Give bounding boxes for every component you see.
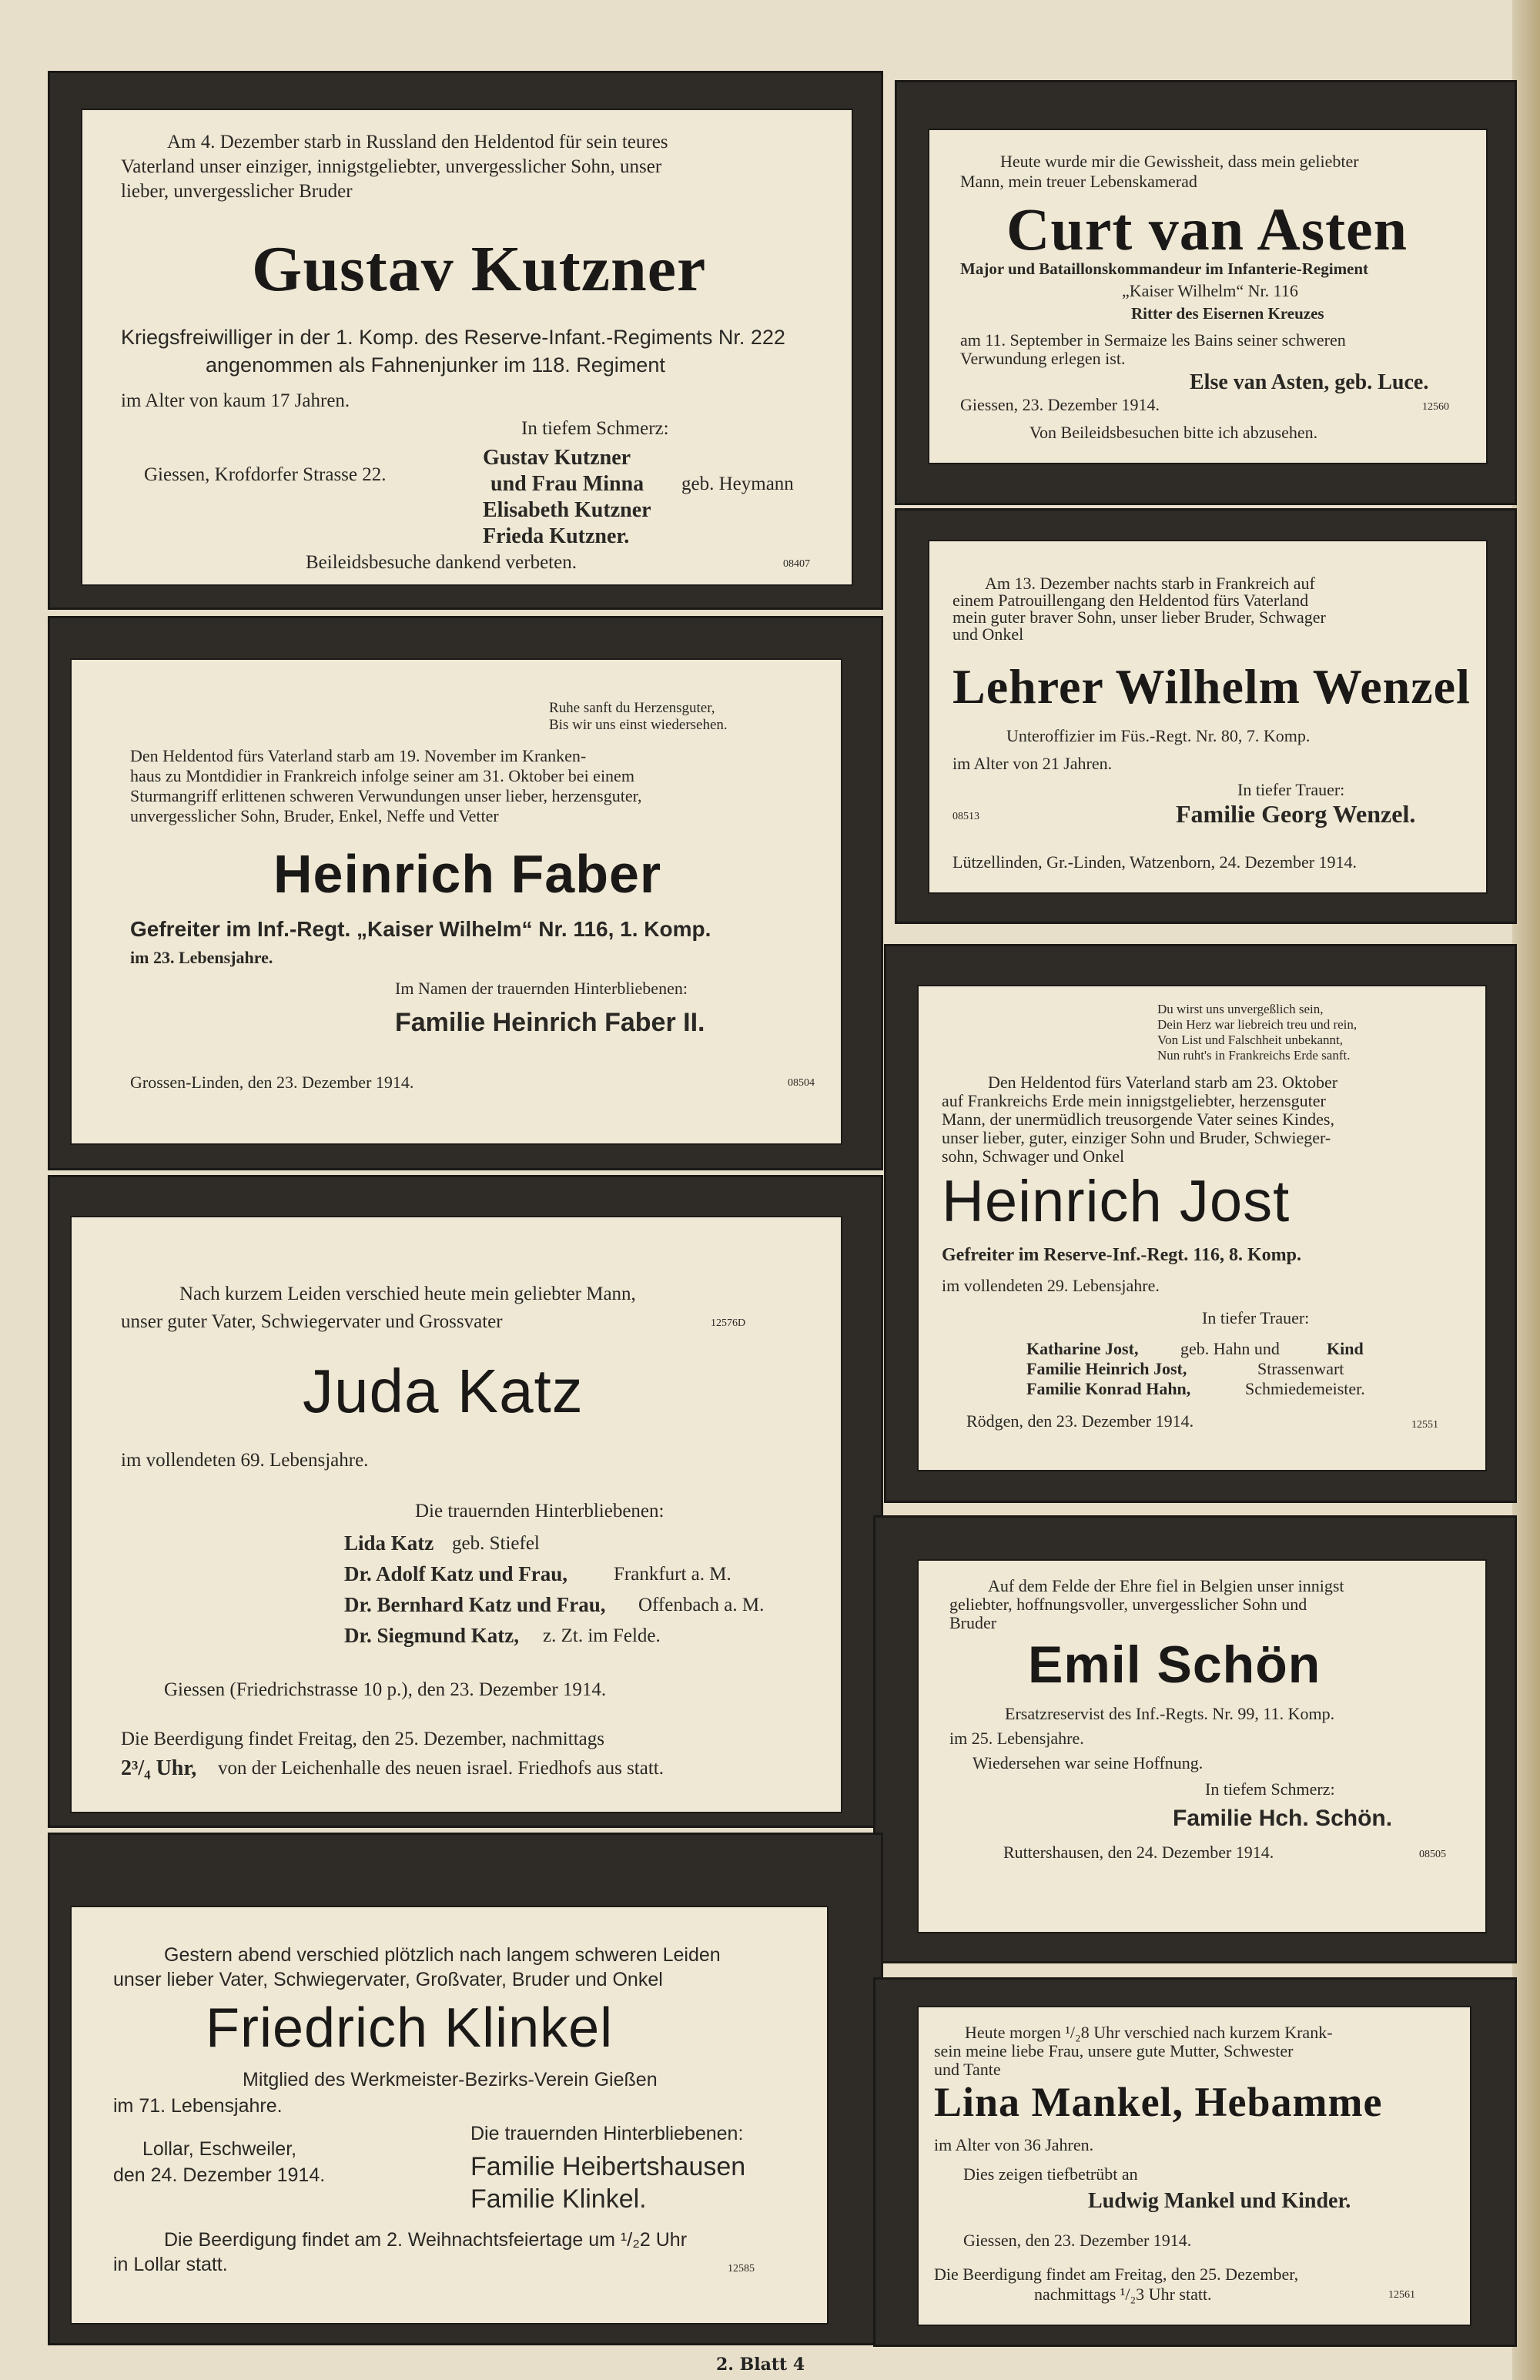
ref-number: 12561 (1388, 2289, 1415, 2301)
poem-line: Dein Herz war liebreich treu und rein, (1157, 1017, 1358, 1032)
grief-heading: Im Namen der trauernden Hinterbliebenen: (395, 979, 688, 998)
ref-number: 08504 (788, 1077, 815, 1089)
text-line: nachmittags ¹/₂3 Uhr statt. (1034, 2285, 1212, 2304)
ref-number: 12560 (1422, 401, 1449, 413)
text-line: Den Heldentod fürs Vaterland starb am 23. Oktober (988, 1073, 1338, 1092)
text-line: einem Patrouillengang den Heldentod fürs Vaterland (952, 591, 1309, 610)
notice-inner (928, 540, 1488, 894)
poem-line: Du wirst uns unvergeßlich sein, (1157, 1002, 1324, 1016)
text-line: unser guter Vater, Schwiegervater und Grossvater (121, 1311, 503, 1332)
poem-line: Von List und Falschheit unbekannt, (1157, 1033, 1343, 1047)
notice-inner (81, 109, 853, 586)
text-line: Den Heldentod fürs Vaterland starb am 19. November im Kranken- (130, 746, 587, 765)
text-line: von der Leichenhalle des neuen israel. Friedhofs aus statt. (218, 1758, 664, 1779)
rank-line: Ritter des Eisernen Kreuzes (1131, 304, 1324, 323)
age-line: im Alter von kaum 17 Jahren. (121, 390, 350, 411)
rank-line: Unteroffizier im Füs.-Regt. Nr. 80, 7. Komp. (1006, 726, 1311, 745)
ref-number: 12585 (728, 2263, 755, 2275)
signature: Familie Heinrich Faber II. (395, 1008, 705, 1037)
notice-wilhelm-wenzel (895, 508, 1517, 924)
notice-inner (917, 985, 1487, 1471)
text-line: haus zu Montdidier in Frankreich infolge seiner am 31. Oktober bei einem (130, 766, 634, 785)
text-line: Nach kurzem Leiden verschied heute mein geliebter Mann, (179, 1284, 636, 1304)
notice-juda-katz (48, 1175, 883, 1828)
family-member: Katharine Jost, (1026, 1339, 1139, 1358)
poem-line: Ruhe sanft du Herzensguter, (549, 700, 715, 716)
notice-friedrich-klinkel (48, 1833, 883, 2345)
age-line: im Alter von 21 Jahren. (952, 754, 1113, 773)
text-line: auf Frankreichs Erde mein innigstgeliebter, herzensguter (942, 1091, 1326, 1110)
place-date: den 24. Dezember 1914. (113, 2164, 326, 2186)
ref-number: 08407 (783, 558, 810, 570)
family-member: Elisabeth Kutzner (483, 498, 651, 522)
poem-line: Bis wir uns einst wiedersehen. (549, 717, 728, 733)
text-line: Am 13. Dezember nachts starb in Frankreich auf (985, 574, 1315, 593)
notice-emil-schoen (873, 1515, 1517, 1963)
text-line: lieber, unvergesslicher Bruder (121, 181, 353, 202)
notice-gustav-kutzner (48, 71, 883, 610)
grief-heading: In tiefer Trauer: (1202, 1308, 1310, 1327)
place-date: Rödgen, den 23. Dezember 1914. (966, 1411, 1194, 1431)
family-member: und Frau Minna (490, 472, 644, 496)
text-line: am 11. September in Sermaize les Bains seiner schweren (960, 330, 1346, 350)
rank-line: Mitglied des Werkmeister-Bezirks-Verein Gießen (243, 2069, 658, 2090)
family-member-note: z. Zt. im Felde. (543, 1625, 661, 1646)
text-line: sein meine liebe Frau, unsere gute Mutter, Schwester (934, 2041, 1294, 2060)
place-date: Giessen, 23. Dezember 1914. (960, 395, 1160, 414)
rank-line: Ersatzreservist des Inf.-Regts. Nr. 99, 11. Komp. (1005, 1704, 1335, 1723)
deceased-name: Juda Katz (303, 1357, 584, 1425)
notice-curt-van-asten (895, 80, 1517, 505)
place-date: Grossen-Linden, den 23. Dezember 1914. (130, 1073, 414, 1092)
notice-inner (917, 1559, 1487, 1933)
family-member: Dr. Siegmund Katz, (344, 1624, 520, 1647)
place-date: Giessen, Krofdorfer Strasse 22. (144, 464, 387, 485)
text-line: Am 4. Dezember starb in Russland den Heldentod für sein teures (167, 132, 668, 152)
notice-inner (70, 1216, 842, 1813)
place-date: Lützellinden, Gr.-Linden, Watzenborn, 24. Dezember 1914. (952, 852, 1358, 872)
place-date: Giessen (Friedrichstrasse 10 p.), den 23. Dezember 1914. (164, 1679, 607, 1700)
text-line: Auf dem Felde der Ehre fiel in Belgien unser innigst (988, 1576, 1344, 1595)
rank-line: Major und Bataillonskommandeur im Infanterie-Regiment (960, 259, 1369, 278)
text-line: Die Beerdigung findet am Freitag, den 25. Dezember, (934, 2265, 1299, 2284)
place-date: Ruttershausen, den 24. Dezember 1914. (1003, 1843, 1274, 1862)
text-line: Heute morgen ¹/₂8 Uhr verschied nach kurzem Krank- (965, 2023, 1333, 2042)
page-footer: 2. Blatt 4 (716, 2355, 805, 2375)
text-line: Mann, mein treuer Lebenskamerad (960, 172, 1197, 191)
deceased-name: Lehrer Wilhelm Wenzel (952, 659, 1471, 714)
family-member: Familie Klinkel. (470, 2184, 647, 2214)
family-member: Frieda Kutzner. (483, 524, 630, 548)
text-line: Heute wurde mir die Gewissheit, dass mein geliebter (1000, 152, 1359, 171)
grief-heading: In tiefem Schmerz: (521, 418, 669, 439)
deceased-name: Heinrich Jost (942, 1169, 1291, 1234)
text-line: 2³/₄ Uhr, (121, 1756, 197, 1780)
place-date: Lollar, Eschweiler, (142, 2138, 297, 2160)
family-member-note: Strassenwart (1257, 1359, 1344, 1378)
text-line: Verwundung erlegen ist. (960, 349, 1126, 368)
signature: Ludwig Mankel und Kinder. (1088, 2189, 1351, 2213)
text-line: Wiedersehen war seine Hoffnung. (973, 1753, 1204, 1772)
text-line: Die Beerdigung findet am 2. Weihnachtsfeiertage um ¹/₂2 Uhr (164, 2229, 688, 2251)
age-line: im 25. Lebensjahre. (949, 1729, 1084, 1748)
deceased-name: Heinrich Faber (273, 844, 662, 904)
poem-line: Nun ruht's in Frankreichs Erde sanft. (1157, 1048, 1351, 1063)
notice-inner (70, 658, 842, 1145)
place-date: Giessen, den 23. Dezember 1914. (963, 2231, 1192, 2250)
text-line: unser lieber Vater, Schwiegervater, Großvater, Bruder und Onkel (113, 1969, 663, 1990)
rank-line: „Kaiser Wilhelm“ Nr. 116 (1122, 281, 1298, 300)
notice-lina-mankel (873, 1977, 1517, 2347)
ref-number: 08513 (952, 811, 979, 822)
rank-line: Gefreiter im Inf.-Regt. „Kaiser Wilhelm“ Nr. 116, 1. Komp. (130, 917, 711, 941)
note-line: Von Beileidsbesuchen bitte ich abzusehen. (1029, 423, 1318, 442)
grief-heading: Die trauernden Hinterbliebenen: (415, 1501, 665, 1521)
text-line: mein guter braver Sohn, unser lieber Bruder, Schwager (952, 608, 1326, 627)
family-member: Dr. Adolf Katz und Frau, (344, 1562, 568, 1585)
deceased-name: Curt van Asten (1006, 196, 1408, 263)
notice-inner (917, 2006, 1471, 2326)
grief-heading: In tiefer Trauer: (1237, 780, 1345, 799)
text-line: Mann, der unermüdlich treusorgende Vater seines Kindes, (942, 1110, 1334, 1129)
ref-number: 12576D (711, 1317, 746, 1329)
rank-line: Gefreiter im Reserve-Inf.-Regt. 116, 8. Komp. (942, 1245, 1301, 1265)
grief-heading: Die trauernden Hinterbliebenen: (470, 2123, 744, 2144)
text-line: Gestern abend verschied plötzlich nach langem schweren Leiden (164, 1944, 721, 1966)
age-line: im vollendeten 29. Lebensjahre. (942, 1276, 1160, 1295)
family-member: Familie Heibertshausen (470, 2152, 746, 2181)
age-line: im vollendeten 69. Lebensjahre. (121, 1450, 369, 1471)
text-line: unvergesslicher Sohn, Bruder, Enkel, Neffe und Vetter (130, 806, 499, 825)
note-line: Beileidsbesuche dankend verbeten. (306, 552, 577, 573)
text-line: und Onkel (952, 624, 1024, 644)
text-line: Die Beerdigung findet Freitag, den 25. Dezember, nachmittags (121, 1729, 604, 1749)
family-member-note: geb. Stiefel (452, 1533, 540, 1554)
family-member: Familie Konrad Hahn, (1026, 1379, 1191, 1398)
text-line: Bruder (949, 1613, 997, 1632)
notice-inner (928, 129, 1488, 464)
deceased-name: Emil Schön (1028, 1635, 1321, 1694)
text-line: in Lollar statt. (113, 2254, 228, 2275)
family-member-note: geb. Hahn und (1180, 1339, 1280, 1358)
age-line: im 23. Lebensjahre. (130, 948, 273, 967)
signature: Else van Asten, geb. Luce. (1190, 370, 1429, 394)
deceased-name: Lina Mankel, Hebamme (934, 2079, 1383, 2125)
ref-number: 08505 (1419, 1849, 1446, 1860)
text-line: Sturmangriff erlittenen schweren Verwundungen unser lieber, herzensguter, (130, 786, 642, 805)
signature: Familie Hch. Schön. (1173, 1806, 1393, 1831)
family-member-note: Frankfurt a. M. (614, 1564, 732, 1585)
text-line: Vaterland unser einziger, innigstgeliebter, unvergesslicher Sohn, unser (121, 156, 662, 177)
notice-inner (70, 1906, 829, 2325)
family-member-note: Schmiedemeister. (1245, 1379, 1365, 1398)
text-line: und Tante (934, 2060, 1001, 2079)
family-member: Gustav Kutzner (483, 446, 631, 470)
signature: Familie Georg Wenzel. (1176, 800, 1416, 828)
deceased-name: Friedrich Klinkel (206, 1997, 614, 2059)
family-member: Dr. Bernhard Katz und Frau, (344, 1593, 606, 1616)
text-line: unser lieber, guter, einziger Sohn und Bruder, Schwieger- (942, 1128, 1331, 1147)
notice-heinrich-jost (884, 944, 1517, 1503)
grief-heading: Dies zeigen tiefbetrübt an (963, 2164, 1138, 2184)
rank-line: angenommen als Fahnenjunker im 118. Regiment (206, 353, 665, 377)
text-line: geliebter, hoffnungsvoller, unvergesslicher Sohn und (949, 1595, 1307, 1614)
rank-line: Kriegsfreiwilliger in der 1. Komp. des Reserve-Infant.-Regiments Nr. 222 (121, 326, 785, 349)
family-member: Kind (1327, 1339, 1364, 1358)
deceased-name: Gustav Kutzner (252, 233, 707, 305)
family-member-note: geb. Heymann (681, 474, 794, 494)
family-member: Lida Katz (344, 1531, 434, 1555)
text-line: sohn, Schwager und Onkel (942, 1146, 1125, 1166)
family-member: Familie Heinrich Jost, (1026, 1359, 1187, 1378)
age-line: im Alter von 36 Jahren. (934, 2135, 1094, 2154)
grief-heading: In tiefem Schmerz: (1205, 1779, 1335, 1799)
notice-heinrich-faber (48, 616, 883, 1170)
family-member-note: Offenbach a. M. (638, 1595, 765, 1615)
ref-number: 12551 (1411, 1419, 1438, 1431)
age-line: im 71. Lebensjahre. (113, 2095, 283, 2117)
